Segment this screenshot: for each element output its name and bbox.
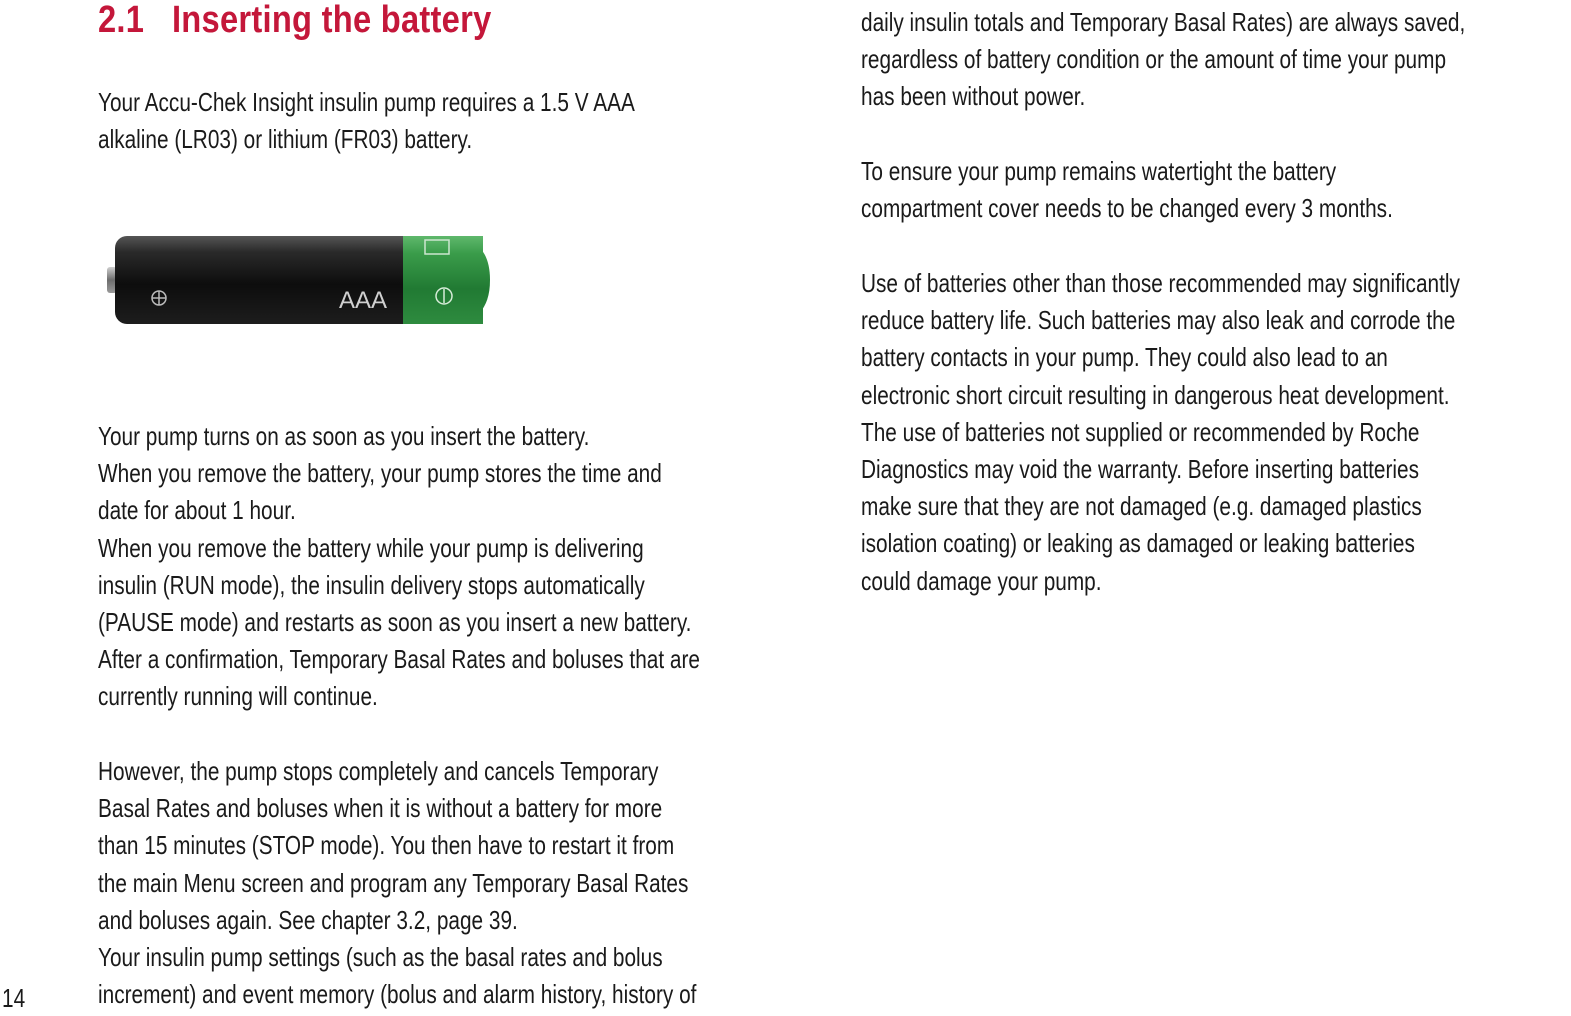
text-line: isolation coating) or leaking as damaged or leaking batteries <box>861 528 1415 559</box>
battery-label: AAA <box>339 287 388 314</box>
text-line: Your insulin pump settings (such as the basal rates and bolus <box>98 942 663 973</box>
text-line: To ensure your pump remains watertight the battery <box>861 156 1337 186</box>
text-line: When you remove the battery while your pump is delivering <box>98 532 644 563</box>
text-line: has been without power. <box>861 81 1086 112</box>
text-line: make sure that they are not damaged (e.g. damaged plastics <box>861 491 1422 522</box>
text-line: daily insulin totals and Temporary Basal Rates) are always saved, <box>861 7 1466 37</box>
text-line: Your Accu-Chek Insight insulin pump requires a 1.5 V AAA <box>98 87 635 117</box>
section-number: 2.1 <box>98 0 145 41</box>
left-column <box>98 0 818 1010</box>
pump-battery-behavior-paragraph <box>98 418 818 716</box>
section-heading <box>98 0 717 40</box>
text-line: Basal Rates and boluses when it is without a battery for more <box>98 793 663 824</box>
text-line: electronic short circuit resulting in dangerous heat development. <box>861 379 1450 410</box>
text-line: After a confirmation, Temporary Basal Rates and boluses that are <box>98 644 700 675</box>
text-line: regardless of battery condition or the amount of time your pump <box>861 44 1447 75</box>
watertight-paragraph <box>861 153 1569 227</box>
page-number: 14 <box>2 983 26 1013</box>
aaa-battery-image <box>107 236 490 326</box>
text-line: compartment cover needs to be changed every 3 months. <box>861 193 1393 224</box>
text-line: Your pump turns on as soon as you insert the battery. <box>98 421 590 451</box>
text-line: alkaline (LR03) or lithium (FR03) battery. <box>98 124 473 155</box>
text-line: the main Menu screen and program any Temporary Basal Rates <box>98 867 689 898</box>
text-line: battery contacts in your pump. They could also lead to an <box>861 342 1388 373</box>
settings-saved-paragraph <box>861 4 1569 116</box>
text-line: insulin (RUN mode), the insulin delivery stops automatically <box>98 569 645 600</box>
text-line: When you remove the battery, your pump stores the time and <box>98 458 662 489</box>
text-line: (PAUSE mode) and restarts as soon as you insert a new battery. <box>98 607 692 638</box>
stop-mode-paragraph <box>98 753 818 1013</box>
battery-warning-paragraph <box>861 265 1569 600</box>
section-title: Inserting the battery <box>171 0 492 41</box>
text-line: Use of batteries other than those recommended may significantly <box>861 268 1460 298</box>
text-line: date for about 1 hour. <box>98 495 296 526</box>
intro-paragraph <box>98 84 818 158</box>
text-line: However, the pump stops completely and cancels Temporary <box>98 756 659 786</box>
text-line: currently running will continue. <box>98 681 378 712</box>
text-line: The use of batteries not supplied or recommended by Roche <box>861 416 1420 447</box>
text-line: reduce battery life. Such batteries may also leak and corrode the <box>861 305 1456 336</box>
text-line: and boluses again. See chapter 3.2, page 39. <box>98 904 518 935</box>
text-line: could damage your pump. <box>861 565 1102 596</box>
text-line: Diagnostics may void the warranty. Before inserting batteries <box>861 454 1420 485</box>
text-line: increment) and event memory (bolus and alarm history, history of <box>98 979 697 1010</box>
text-line: than 15 minutes (STOP mode). You then have to restart it from <box>98 830 675 861</box>
